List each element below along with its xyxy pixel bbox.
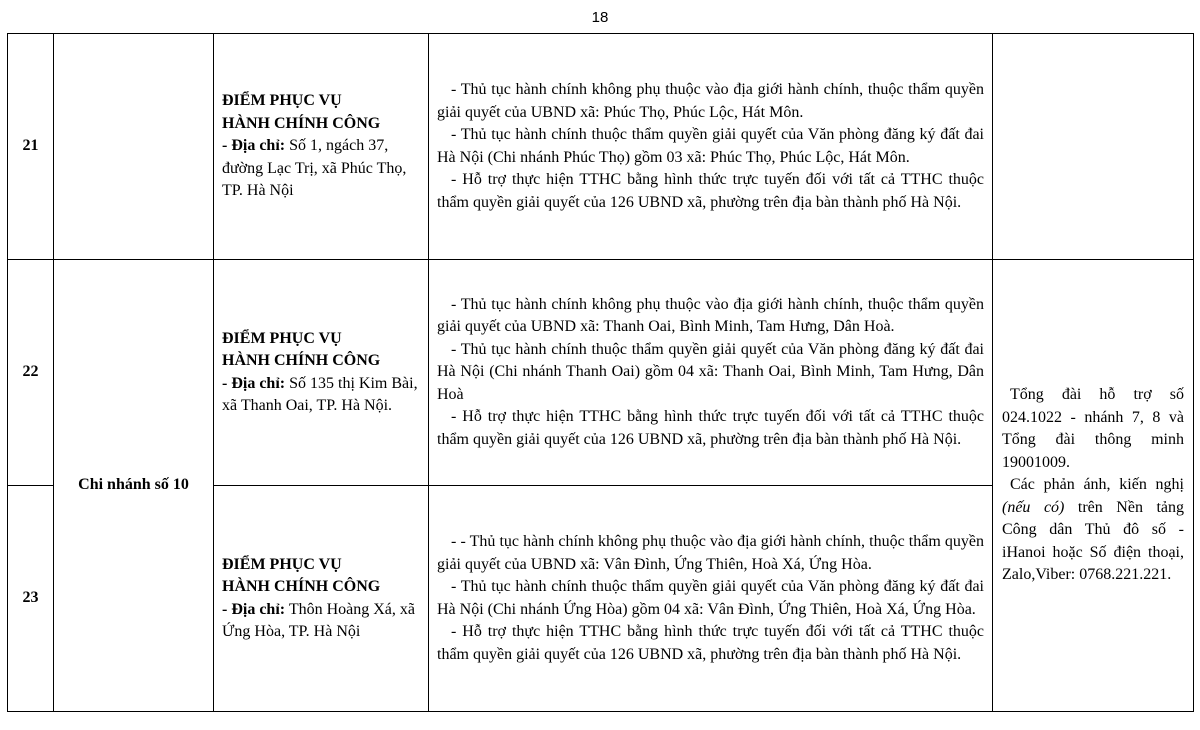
- service-point-title: HÀNH CHÍNH CÔNG: [222, 578, 381, 595]
- procedure-paragraph: - - Thủ tục hành chính không phụ thuộc vào địa giới hành chính, thuộc thẩm quyền giải quyết của UBND xã: Vân Đình, Ứng Thiên, Hoà Xá, Ứng Hòa.: [437, 533, 984, 573]
- procedures-cell: [429, 260, 993, 486]
- procedure-paragraph: - Hỗ trợ thực hiện TTHC bằng hình thức trực tuyến đối với tất cả TTHC thuộc thẩm quyền giải quyết của 126 UBND xã, phường trên địa bàn thành phố Hà Nội.: [437, 623, 984, 663]
- service-point-cell: [214, 34, 429, 260]
- feedback-text-start: Các phản ánh, kiến nghị: [1010, 476, 1184, 494]
- address-label: - Địa chỉ:: [222, 600, 286, 618]
- feedback-text-italic: (nếu có): [1002, 498, 1065, 516]
- address-label: - Địa chỉ:: [222, 137, 286, 155]
- hotline-text: Tổng đài hỗ trợ số 024.1022 - nhánh 7, 8 và Tổng đài thông minh 19001009.: [1002, 386, 1184, 471]
- procedure-paragraph: - Hỗ trợ thực hiện TTHC bằng hình thức trực tuyến đối với tất cả TTHC thuộc thẩm quyền giải quyết của 126 UBND xã, phường trên địa bàn thành phố Hà Nội.: [437, 408, 984, 448]
- row-number: 21: [8, 34, 54, 260]
- procedure-paragraph: - Thủ tục hành chính thuộc thẩm quyền giải quyết của Văn phòng đăng ký đất đai Hà Nội (Chi nhánh Thanh Oai) gồm 04 xã: Thanh Oai, Bình Minh, Tam Hưng, Dân Hoà: [437, 340, 984, 403]
- procedures-cell: [429, 486, 993, 712]
- page-number: 18: [591, 9, 609, 26]
- service-point-title: ĐIỂM PHỤC VỤ: [222, 329, 342, 347]
- address-label: - Địa chỉ:: [222, 374, 286, 392]
- table-row: [8, 260, 1194, 486]
- procedure-paragraph: - Thủ tục hành chính không phụ thuộc vào địa giới hành chính, thuộc thẩm quyền giải quyết của UBND xã: Thanh Oai, Bình Minh, Tam Hưng, Dân Hoà.: [437, 295, 984, 336]
- service-point-cell: [214, 260, 429, 486]
- row-number: 22: [8, 260, 54, 486]
- procedure-paragraph: - Thủ tục hành chính thuộc thẩm quyền giải quyết của Văn phòng đăng ký đất đai Hà Nội (Chi nhánh Ứng Hòa) gồm 04 xã: Vân Đình, Ứng Thiên, Hoà Xá, Ứng Hòa.: [437, 578, 984, 618]
- service-point-title: ĐIỂM PHỤC VỤ: [222, 92, 342, 110]
- procedure-paragraph: - Hỗ trợ thực hiện TTHC bằng hình thức trực tuyến đối với tất cả TTHC thuộc thẩm quyền giải quyết của 126 UBND xã, phường trên địa bàn thành phố Hà Nội.: [437, 171, 984, 211]
- service-point-title: ĐIỂM PHỤC VỤ: [222, 555, 342, 573]
- procedure-paragraph: - Thủ tục hành chính thuộc thẩm quyền giải quyết của Văn phòng đăng ký đất đai Hà Nội (Chi nhánh Phúc Thọ) gồm 03 xã: Phúc Thọ, Phúc Lộc, Hát Môn.: [437, 126, 984, 166]
- feedback-text: [1002, 474, 1184, 587]
- service-point-title: HÀNH CHÍNH CÔNG: [222, 114, 381, 132]
- address-text: Số 1, ngách 37, đường Lạc Trị, xã Phúc Thọ, TP. Hà Nội: [222, 137, 407, 200]
- service-point-cell: [214, 486, 429, 712]
- row-number: 23: [8, 486, 54, 712]
- support-cell-empty: [993, 34, 1194, 260]
- support-contact-cell: [993, 260, 1194, 712]
- service-points-table: [7, 33, 1194, 712]
- service-point-title: HÀNH CHÍNH CÔNG: [222, 352, 381, 369]
- address-text: Số 135 thị Kim Bài, xã Thanh Oai, TP. Hà Nội.: [222, 374, 418, 414]
- feedback-text-end: trên Nền tảng Công dân Thủ đô số - iHanoi hoặc Số điện thoại, Zalo,Viber: 0768.221.221.: [1002, 498, 1184, 584]
- procedure-paragraph: - Thủ tục hành chính không phụ thuộc vào địa giới hành chính, thuộc thẩm quyền giải quyết của UBND xã: Phúc Thọ, Phúc Lộc, Hát Môn.: [437, 81, 984, 121]
- table-row: [8, 34, 1194, 260]
- branch-cell-empty: [54, 34, 214, 260]
- address-text: Thôn Hoàng Xá, xã Ứng Hòa, TP. Hà Nội: [222, 600, 416, 640]
- branch-name: Chi nhánh số 10: [54, 260, 214, 712]
- procedures-cell: [429, 34, 993, 260]
